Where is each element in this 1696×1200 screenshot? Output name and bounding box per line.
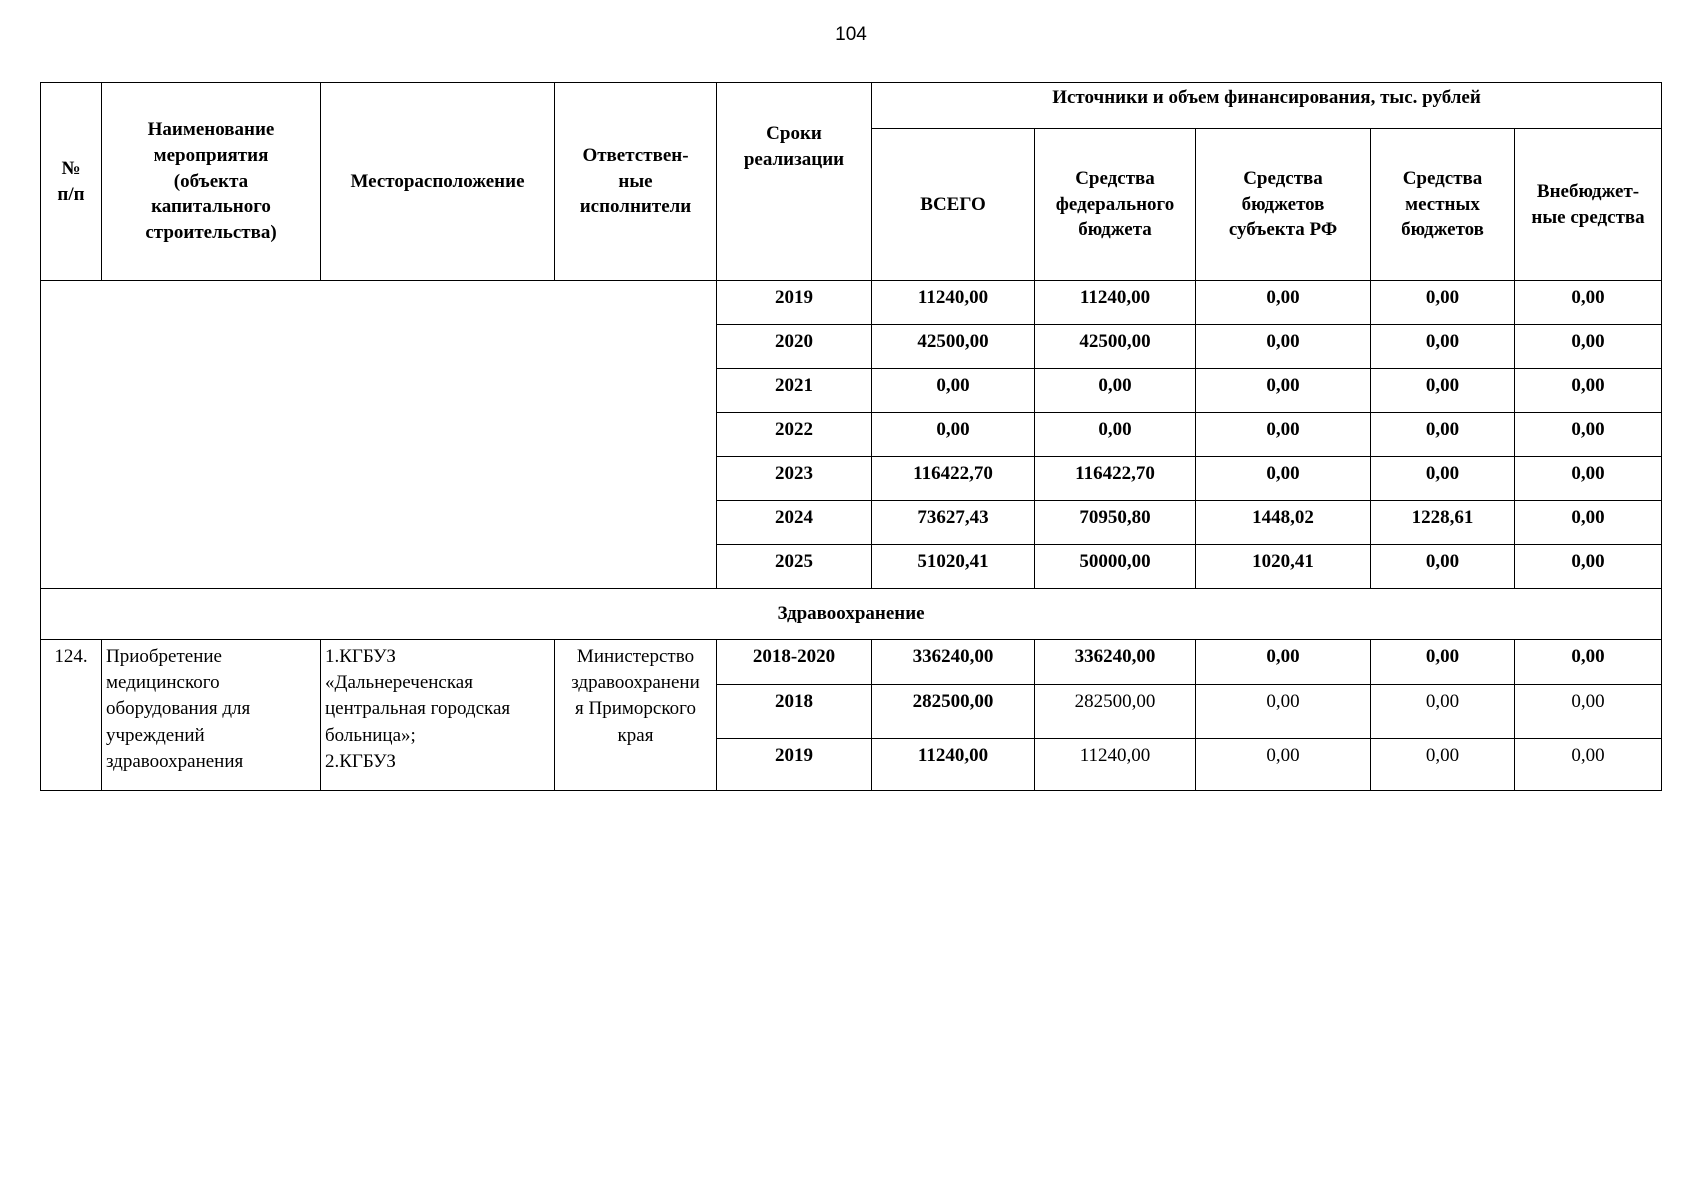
merged-blank-cell — [41, 281, 717, 589]
total-cell: 73627,43 — [872, 501, 1035, 545]
year-cell: 2018-2020 — [717, 640, 872, 685]
extrabudget-cell: 0,00 — [1515, 640, 1662, 685]
regional-cell: 0,00 — [1196, 685, 1371, 739]
local-cell: 0,00 — [1371, 739, 1515, 791]
year-cell: 2018 — [717, 685, 872, 739]
federal-cell: 42500,00 — [1035, 325, 1196, 369]
regional-cell: 0,00 — [1196, 413, 1371, 457]
total-cell: 11240,00 — [872, 281, 1035, 325]
header-name: Наименование мероприятия (объекта капитального строительства) — [102, 83, 321, 281]
extrabudget-cell: 0,00 — [1515, 501, 1662, 545]
total-cell: 42500,00 — [872, 325, 1035, 369]
item-location: 1.КГБУЗ «Дальнереченская центральная городская больница»; 2.КГБУЗ — [321, 640, 555, 791]
extrabudget-cell: 0,00 — [1515, 739, 1662, 791]
extrabudget-cell: 0,00 — [1515, 413, 1662, 457]
year-cell: 2023 — [717, 457, 872, 501]
header-period: Сроки реализации — [717, 83, 872, 281]
regional-cell: 0,00 — [1196, 457, 1371, 501]
federal-cell: 11240,00 — [1035, 739, 1196, 791]
year-cell: 2020 — [717, 325, 872, 369]
financing-table — [40, 82, 1662, 791]
header-local: Средства местных бюджетов — [1371, 129, 1515, 281]
year-cell: 2022 — [717, 413, 872, 457]
extrabudget-cell: 0,00 — [1515, 685, 1662, 739]
extrabudget-cell: 0,00 — [1515, 545, 1662, 589]
local-cell: 0,00 — [1371, 413, 1515, 457]
header-extrabudget: Внебюджет- ные средства — [1515, 129, 1662, 281]
local-cell: 0,00 — [1371, 640, 1515, 685]
year-cell: 2019 — [717, 739, 872, 791]
total-cell: 11240,00 — [872, 739, 1035, 791]
extrabudget-cell: 0,00 — [1515, 281, 1662, 325]
federal-cell: 0,00 — [1035, 413, 1196, 457]
total-cell: 0,00 — [872, 413, 1035, 457]
table-row — [41, 281, 1662, 325]
local-cell: 0,00 — [1371, 457, 1515, 501]
extrabudget-cell: 0,00 — [1515, 457, 1662, 501]
local-cell: 0,00 — [1371, 281, 1515, 325]
local-cell: 0,00 — [1371, 369, 1515, 413]
header-regional: Средства бюджетов субъекта РФ — [1196, 129, 1371, 281]
header-location: Месторасположение — [321, 83, 555, 281]
header-number: № п/п — [41, 83, 102, 281]
total-cell: 336240,00 — [872, 640, 1035, 685]
regional-cell: 1448,02 — [1196, 501, 1371, 545]
extrabudget-cell: 0,00 — [1515, 325, 1662, 369]
total-cell: 282500,00 — [872, 685, 1035, 739]
header-total: ВСЕГО — [872, 129, 1035, 281]
regional-cell: 0,00 — [1196, 281, 1371, 325]
regional-cell: 0,00 — [1196, 640, 1371, 685]
federal-cell: 0,00 — [1035, 369, 1196, 413]
federal-cell: 116422,70 — [1035, 457, 1196, 501]
header-federal: Средства федерального бюджета — [1035, 129, 1196, 281]
federal-cell: 282500,00 — [1035, 685, 1196, 739]
table-row — [41, 640, 1662, 685]
regional-cell: 0,00 — [1196, 739, 1371, 791]
local-cell: 0,00 — [1371, 325, 1515, 369]
item-name: Приобретение медицинского оборудования для учреждений здравоохранения — [102, 640, 321, 791]
federal-cell: 70950,80 — [1035, 501, 1196, 545]
extrabudget-cell: 0,00 — [1515, 369, 1662, 413]
total-cell: 116422,70 — [872, 457, 1035, 501]
local-cell: 1228,61 — [1371, 501, 1515, 545]
header-responsible: Ответствен- ные исполнители — [555, 83, 717, 281]
item-number: 124. — [41, 640, 102, 791]
section-row — [41, 589, 1662, 640]
regional-cell: 1020,41 — [1196, 545, 1371, 589]
regional-cell: 0,00 — [1196, 369, 1371, 413]
year-cell: 2021 — [717, 369, 872, 413]
federal-cell: 336240,00 — [1035, 640, 1196, 685]
federal-cell: 11240,00 — [1035, 281, 1196, 325]
page-number: 104 — [835, 24, 867, 45]
local-cell: 0,00 — [1371, 685, 1515, 739]
local-cell: 0,00 — [1371, 545, 1515, 589]
year-cell: 2024 — [717, 501, 872, 545]
regional-cell: 0,00 — [1196, 325, 1371, 369]
total-cell: 51020,41 — [872, 545, 1035, 589]
year-cell: 2025 — [717, 545, 872, 589]
section-title: Здравоохранение — [41, 589, 1662, 640]
year-cell: 2019 — [717, 281, 872, 325]
total-cell: 0,00 — [872, 369, 1035, 413]
federal-cell: 50000,00 — [1035, 545, 1196, 589]
header-sources: Источники и объем финансирования, тыс. рублей — [872, 83, 1662, 129]
item-responsible: Министерство здравоохранени я Приморского края — [555, 640, 717, 791]
